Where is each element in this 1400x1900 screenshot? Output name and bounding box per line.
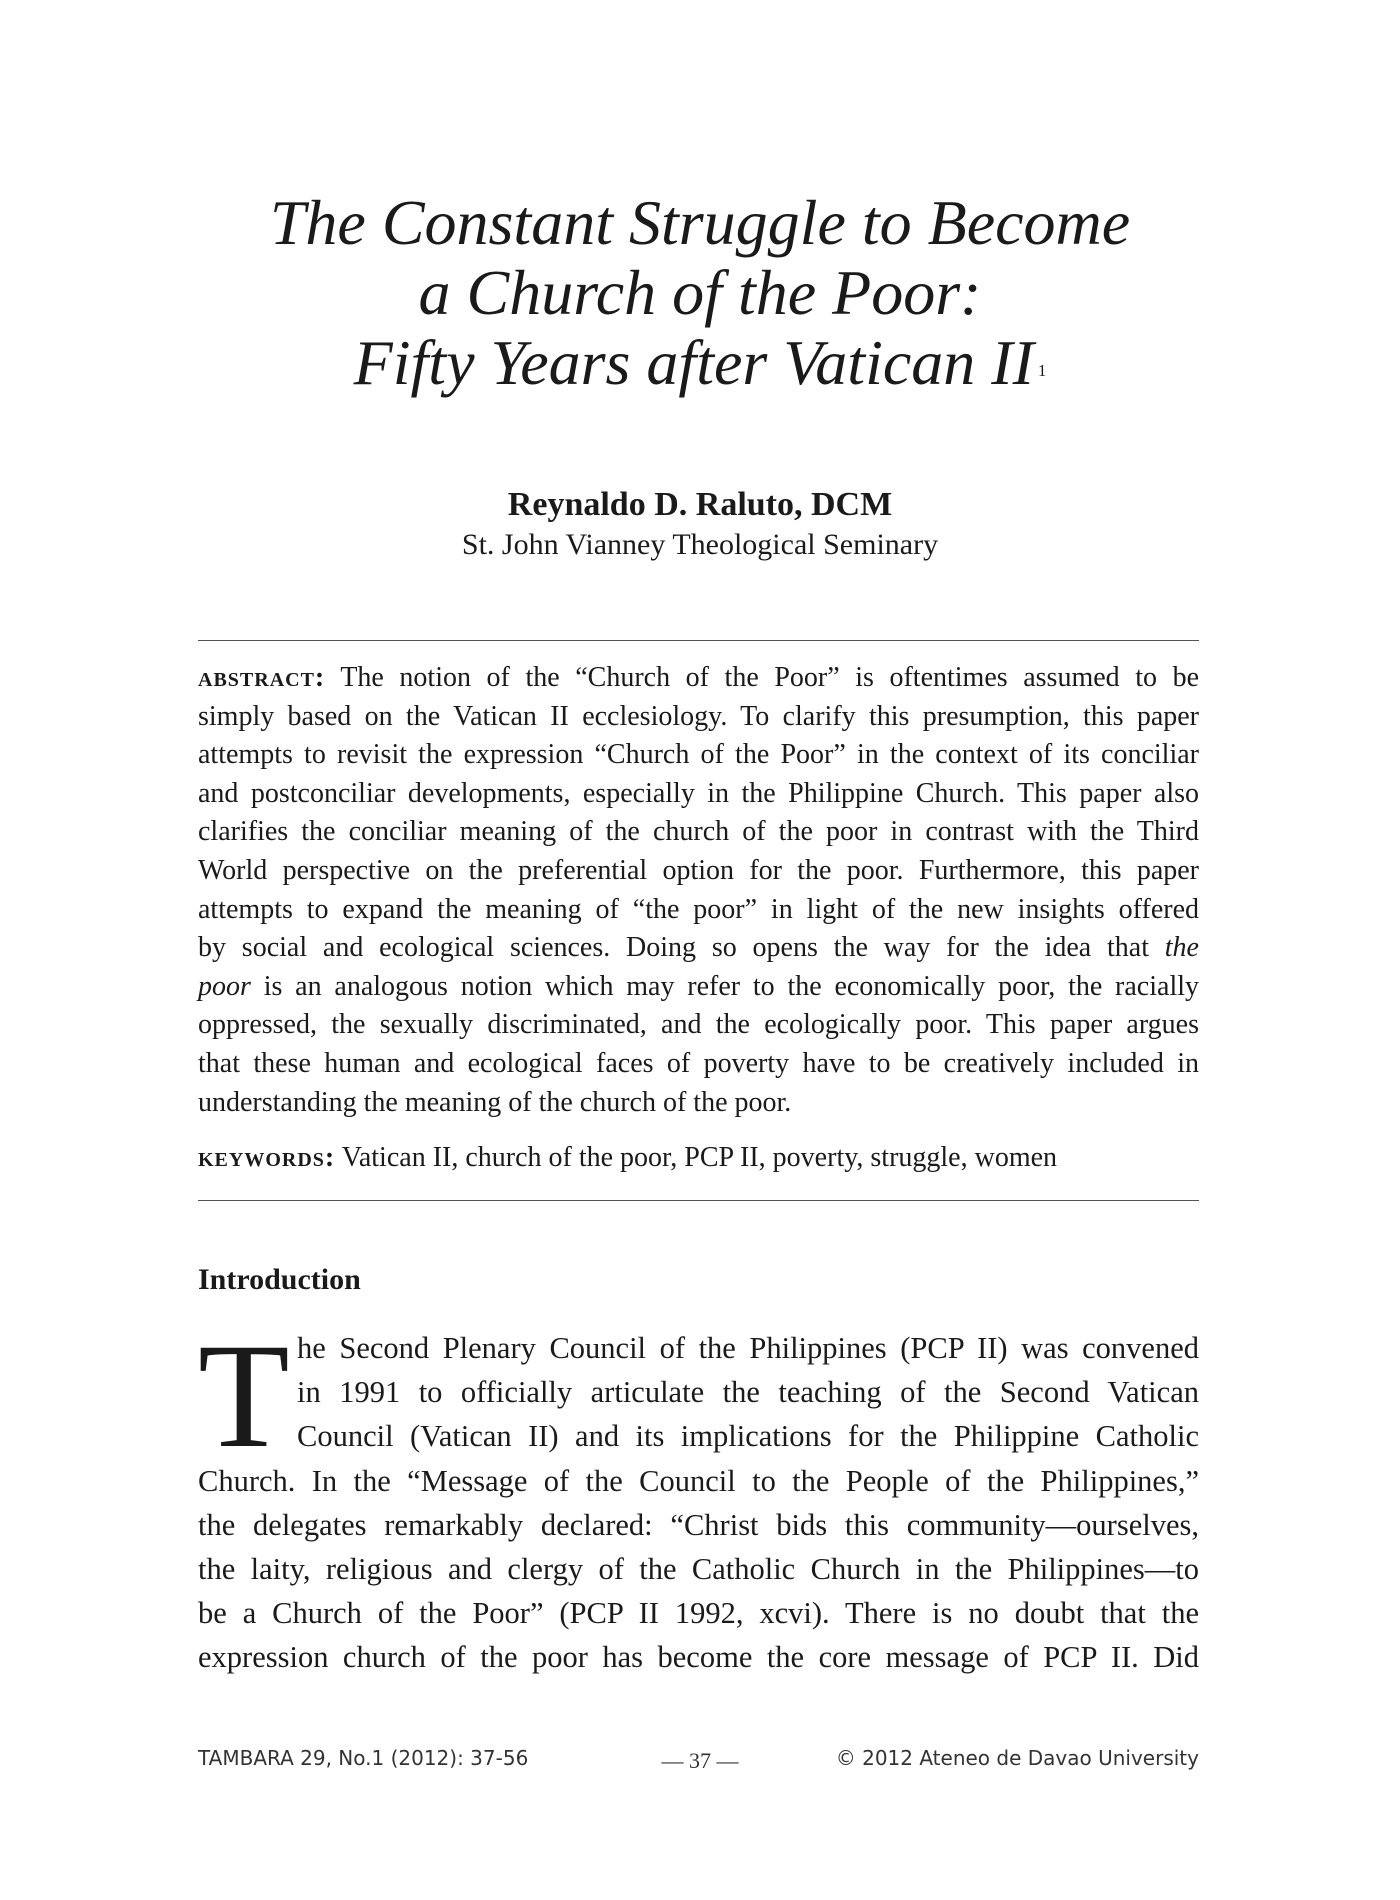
abstract-line: simply based on the Vatican II ecclesiology. To clarify this presumption, this paper: [198, 700, 1199, 732]
abstract-block: [198, 659, 1199, 1122]
abstract-top-divider: [198, 640, 1199, 641]
abstract-line: [198, 929, 1199, 968]
keywords-label: keywords:: [198, 1142, 336, 1173]
introduction-body: [198, 1313, 1199, 1680]
keywords-line: [198, 1139, 1199, 1177]
abstract-line: World perspective on the preferential option for the poor. Furthermore, this paper: [198, 854, 1199, 886]
title-line-1: The Constant Struggle to Become: [269, 187, 1131, 258]
abstract-line: attempts to expand the meaning of “the poor” in light of the new insights offered: [198, 893, 1199, 925]
body-line: the delegates remarkably declared: “Christ bids this community—ourselves,: [198, 1507, 1199, 1542]
abstract-line: [198, 968, 1199, 1007]
copyright-notice: © 2012 Ateneo de Davao University: [835, 1746, 1199, 1770]
abstract-line: oppressed, the sexually discriminated, and the ecologically poor. This paper argues: [198, 1009, 1199, 1041]
abstract-text: The notion of the “Church of the Poor” is oftentimes assumed to be: [340, 662, 1200, 693]
abstract-line: understanding the meaning of the church of the poor.: [198, 1086, 792, 1118]
footnote-reference[interactable]: 1: [1037, 361, 1047, 380]
abstract-line: [198, 659, 1199, 698]
body-line: he Second Plenary Council of the Philippines (PCP II) was convened: [297, 1331, 1199, 1365]
abstract-italic-term: the: [1164, 932, 1199, 964]
page-number: — 37 —: [661, 1748, 739, 1773]
body-line: Council (Vatican II) and its implications for the Philippine Catholic: [297, 1419, 1199, 1454]
abstract-line: that these human and ecological faces of poverty have to be creatively included in: [198, 1047, 1199, 1079]
body-line: be a Church of the Poor” (PCP II 1992, xcvi). There is no doubt that the: [198, 1596, 1199, 1631]
abstract-text: is an analogous notion which may refer to the economically poor, the racially: [263, 970, 1200, 1002]
drop-cap: T: [198, 1313, 290, 1479]
title-line-3-text: Fifty Years after Vatican II: [353, 327, 1034, 398]
article-title: [0, 188, 1400, 398]
abstract-label: abstract:: [198, 662, 326, 693]
keywords-text: Vatican II, church of the poor, PCP II, poverty, struggle, women: [341, 1142, 1058, 1173]
body-line: the laity, religious and clergy of the Catholic Church in the Philippines—to: [198, 1552, 1199, 1587]
abstract-line: clarifies the conciliar meaning of the church of the poor in contrast with the Third: [198, 816, 1199, 848]
body-line: expression church of the poor has become the core message of PCP II. Did: [198, 1640, 1199, 1675]
abstract-line: and postconciliar developments, especially in the Philippine Church. This paper also: [198, 777, 1199, 809]
journal-citation: TAMBARA 29, No.1 (2012): 37-56: [198, 1746, 529, 1770]
body-line: Church. In the “Message of the Council to the People of the Philippines,”: [198, 1463, 1199, 1498]
author-name: Reynaldo D. Raluto, DCM: [507, 486, 893, 523]
author-affiliation: St. John Vianney Theological Seminary: [461, 528, 939, 561]
title-line-3: [0, 328, 1400, 398]
title-line-2: a Church of the Poor:: [418, 257, 982, 328]
section-heading: Introduction: [198, 1263, 361, 1296]
abstract-text: by social and ecological sciences. Doing so opens the way for the idea that: [198, 932, 1149, 964]
abstract-line: attempts to revisit the expression “Church of the Poor” in the context of its conciliar: [198, 739, 1199, 771]
abstract-italic-term: poor: [198, 970, 251, 1002]
abstract-bottom-divider: [198, 1200, 1199, 1201]
body-line: in 1991 to officially articulate the teaching of the Second Vatican: [297, 1375, 1199, 1410]
